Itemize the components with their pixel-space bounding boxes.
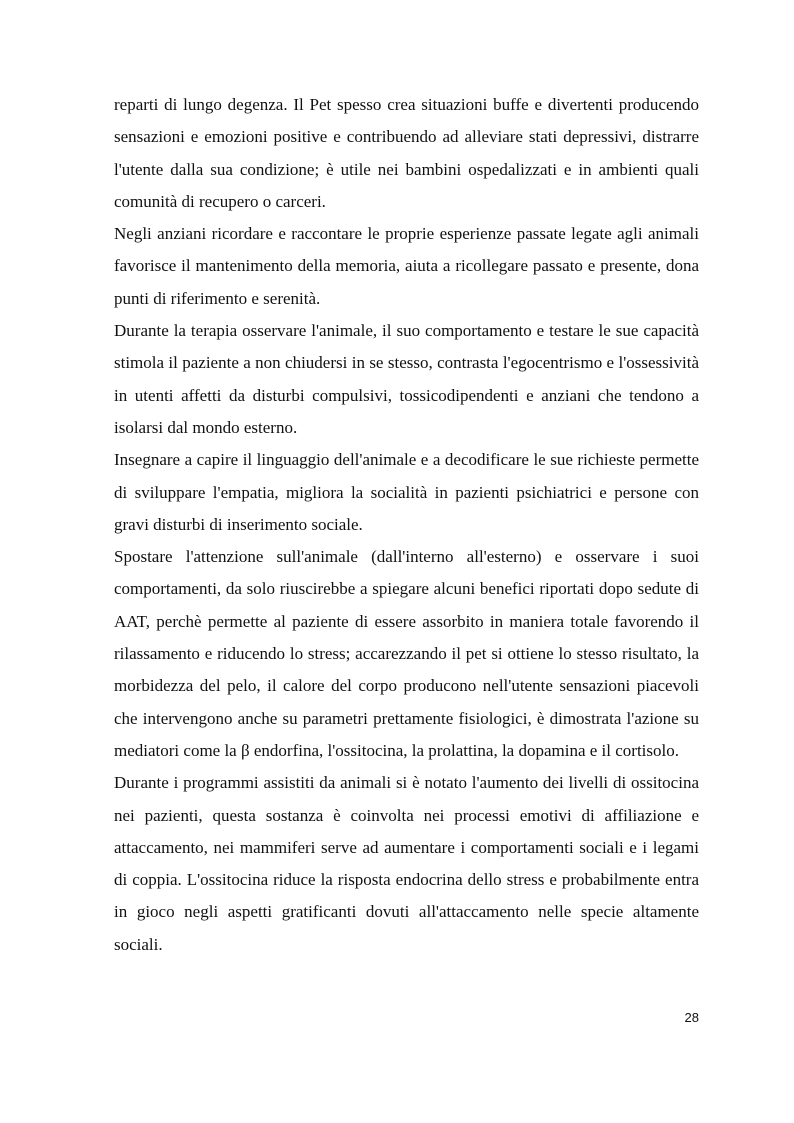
page-body: [114, 89, 699, 961]
paragraph-animal-language: Insegnare a capire il linguaggio dell'animale e a decodificare le sue richieste permette di sviluppare l'empatia, migliora la socialità in pazienti psichiatrici e persone con gravi disturbi di inserimento sociale.: [114, 450, 699, 534]
paragraph-attention-shift: Spostare l'attenzione sull'animale (dall'interno all'esterno) e osservare i suoi comportamenti, da solo riuscirebbe a spiegare alcuni benefici riportati dopo sedute di AAT, perchè permette al paziente di essere assorbito in maniera totale favorendo il rilassamento e riducendo lo stress; accarezzando il pet si ottiene lo stesso risultato, la morbidezza del pelo, il calore del corpo producono nell'utente sensazioni piacevoli che intervengono anche su parametri prettamente fisiologici, è dimostrata l'azione su mediatori come la β endorfina, l'ossitocina, la prolattina, la dopamina e il cortisolo.: [114, 547, 699, 760]
paragraph-therapy-observation: Durante la terapia osservare l'animale, il suo comportamento e testare le sue capacità stimola il paziente a non chiudersi in se stesso, contrasta l'egocentrismo e l'ossessività in utenti affetti da disturbi compulsivi, tossicodipendenti e anziani che tendono a isolarsi dal mondo esterno.: [114, 321, 699, 437]
page-number: 28: [684, 1010, 699, 1025]
paragraph-hospital-situations: reparti di lungo degenza. Il Pet spesso crea situazioni buffe e divertenti producendo sensazioni e emozioni positive e contribuendo ad alleviare stati depressivi, distrarre l'utente dalla sua condizione; è utile nei bambini ospedalizzati e in ambienti quali comunità di recupero o carceri.: [114, 95, 699, 211]
paragraph-elderly-memory: Negli anziani ricordare e raccontare le proprie esperienze passate legate agli animali favorisce il mantenimento della memoria, aiuta a ricollegare passato e presente, dona punti di riferimento e serenità.: [114, 224, 699, 308]
paragraph-oxytocin: Durante i programmi assistiti da animali si è notato l'aumento dei livelli di ossitocina nei pazienti, questa sostanza è coinvolta nei processi emotivi di affiliazione e attaccamento, nei mammiferi serve ad aumentare i comportamenti sociali e i legami di coppia. L'ossitocina riduce la risposta endocrina dello stress e probabilmente entra in gioco negli aspetti gratificanti dovuti all'attaccamento nelle specie altamente sociali.: [114, 773, 699, 954]
